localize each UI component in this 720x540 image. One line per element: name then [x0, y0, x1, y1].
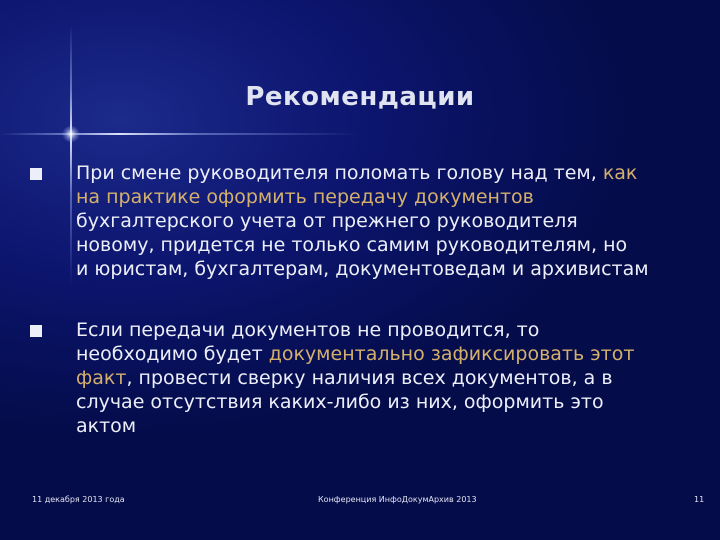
- bullet-2-line-4: случае отсутствия каких-либо из них, оформить это: [76, 391, 604, 413]
- bullet-2-line-1: Если передачи документов не проводится, то: [76, 319, 540, 341]
- bullet-1-line-5: и юристам, бухгалтерам, документоведам и архивистам: [76, 258, 649, 280]
- footer-page-number: 11: [694, 495, 705, 504]
- lens-flare-vertical: [70, 25, 72, 285]
- bullet-text-2: [76, 318, 706, 438]
- bullet-marker-1: [30, 168, 42, 180]
- bullet-2-line-5: актом: [76, 415, 137, 437]
- slide-title: Рекомендации: [245, 82, 475, 112]
- bullet-text-1: [76, 161, 706, 281]
- lens-flare-horizontal: [0, 133, 360, 135]
- bullet-1-line-3: бухгалтерского учета от прежнего руководителя: [76, 210, 578, 232]
- footer-conference: Конференция ИнфоДокумАрхив 2013: [318, 495, 477, 504]
- bullet-1-line-2: на практике оформить передачу документов: [76, 186, 534, 208]
- highlight-fact: факт: [76, 367, 127, 389]
- bullet-1-line-4: новому, придется не только самим руководителям, но: [76, 234, 628, 256]
- bullet-2-line-3: факт, провести сверку наличия всех документов, а в: [76, 367, 613, 389]
- footer-date: 11 декабря 2013 года: [32, 495, 125, 504]
- bullet-2-line-2: необходимо будет документально зафиксировать этот: [76, 343, 635, 365]
- highlight-documentally: документально зафиксировать этот: [268, 343, 635, 365]
- highlight-kak: как: [602, 162, 638, 184]
- bullet-marker-2: [30, 325, 42, 337]
- lens-flare-core: [62, 126, 80, 142]
- bullet-1-line-1: При смене руководителя поломать голову над тем, как: [76, 162, 638, 184]
